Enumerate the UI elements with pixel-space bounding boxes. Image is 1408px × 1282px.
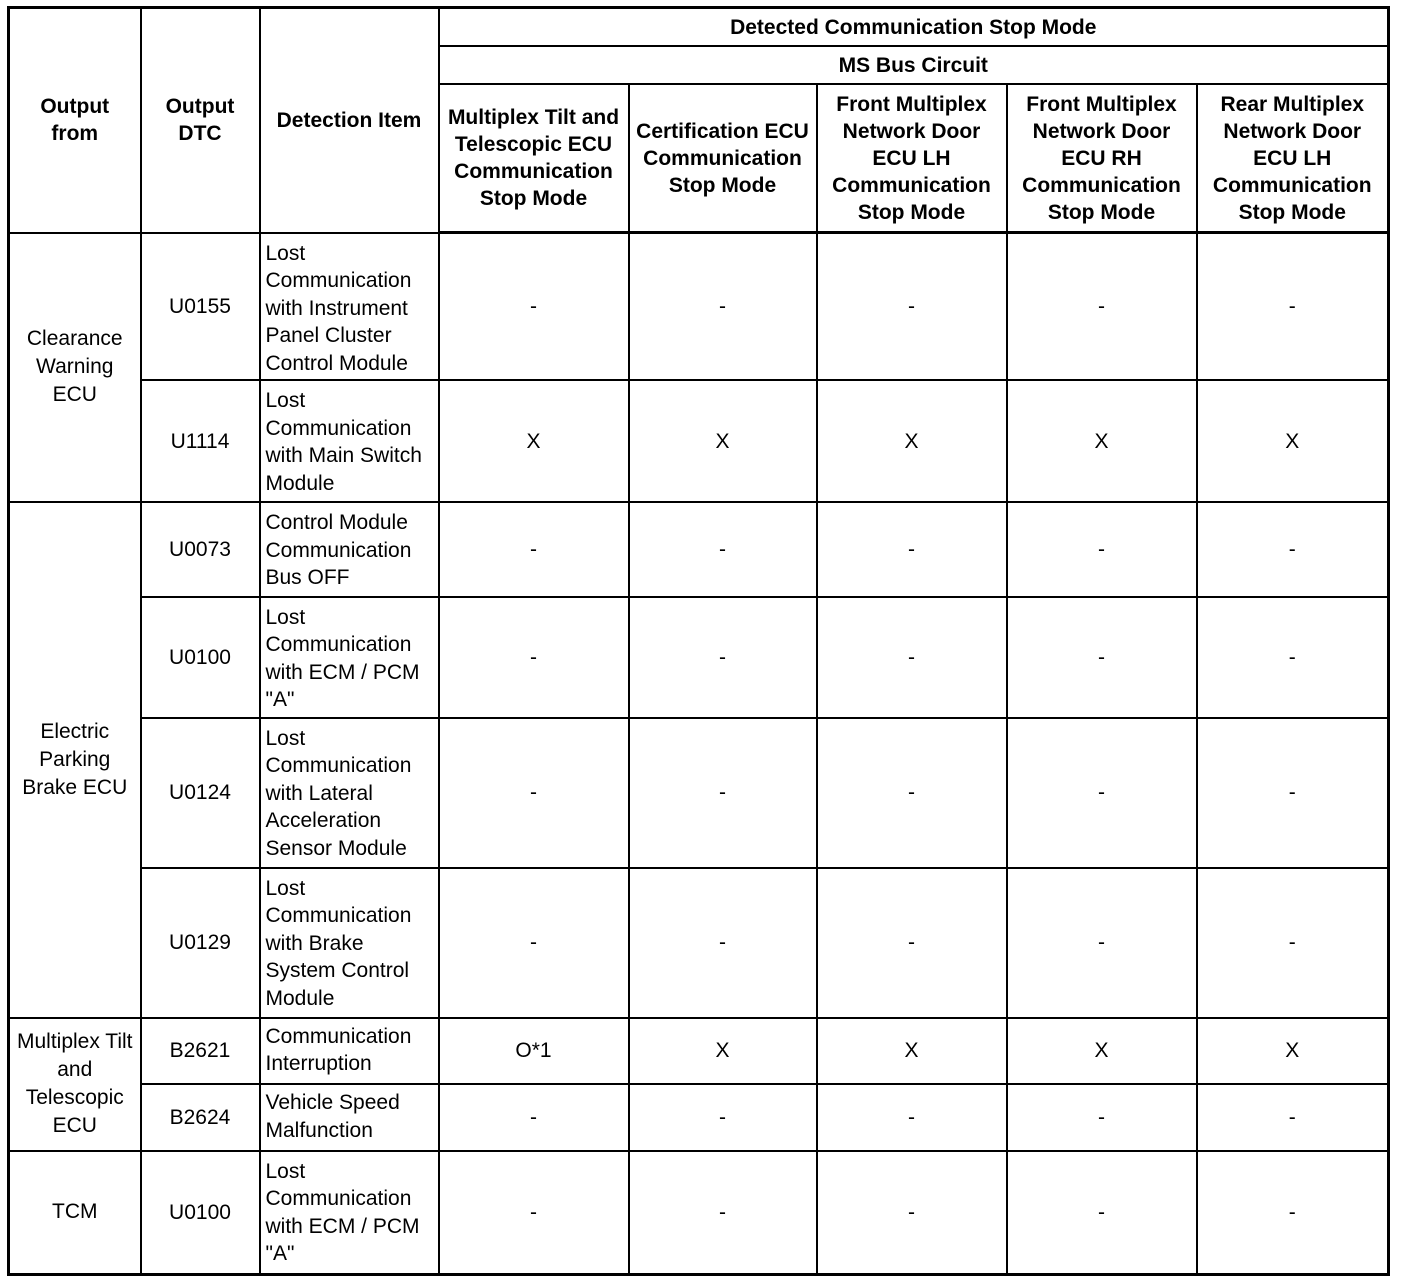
detection-item: Lost Communication with Instrument Panel Cluster Control Module [260, 233, 439, 381]
output-from-cell: Electric Parking Brake ECU [9, 502, 141, 1017]
mode-value: - [817, 868, 1007, 1018]
mode-value: - [817, 597, 1007, 718]
mode-value: - [817, 502, 1007, 597]
dtc-code: B2624 [141, 1084, 260, 1150]
mode-value: - [1197, 597, 1389, 718]
mode-value: X [817, 1018, 1007, 1084]
table-row [9, 1084, 1389, 1150]
detection-item: Lost Communication with ECM / PCM "A" [260, 597, 439, 718]
mode-value: - [629, 868, 817, 1018]
mode-value: - [629, 597, 817, 718]
header-mode-certification: Certification ECU Communication Stop Mode [629, 84, 817, 233]
dtc-code: U1114 [141, 380, 260, 502]
mode-value: - [1007, 868, 1197, 1018]
table-row [9, 380, 1389, 502]
mode-value: - [1197, 718, 1389, 868]
dtc-code: U0129 [141, 868, 260, 1018]
table-row [9, 233, 1389, 381]
output-from-cell: TCM [9, 1151, 141, 1275]
dtc-code: U0073 [141, 502, 260, 597]
mode-value: - [1197, 1151, 1389, 1275]
mode-value: X [1007, 1018, 1197, 1084]
mode-value: X [439, 380, 629, 502]
dtc-communication-table [7, 6, 1390, 1276]
mode-value: - [439, 502, 629, 597]
mode-value: - [817, 718, 1007, 868]
mode-value: - [629, 1151, 817, 1275]
table-row [9, 1018, 1389, 1084]
mode-value: X [817, 380, 1007, 502]
mode-value: - [1197, 1084, 1389, 1150]
mode-value: - [629, 233, 817, 381]
dtc-code: B2621 [141, 1018, 260, 1084]
header-mode-front-door-lh: Front Multiplex Network Door ECU LH Communication Stop Mode [817, 84, 1007, 233]
header-output-from: Output from [9, 8, 141, 233]
detection-item: Vehicle Speed Malfunction [260, 1084, 439, 1150]
mode-value: - [629, 718, 817, 868]
detection-item: Lost Communication with Main Switch Module [260, 380, 439, 502]
mode-value: X [629, 1018, 817, 1084]
mode-value: - [817, 1151, 1007, 1275]
output-from-cell: Multiplex Tilt and Telescopic ECU [9, 1018, 141, 1151]
detection-item: Lost Communication with Lateral Acceleration Sensor Module [260, 718, 439, 868]
mode-value: - [629, 1084, 817, 1150]
dtc-code: U0100 [141, 1151, 260, 1275]
mode-value: - [439, 868, 629, 1018]
table-row [9, 718, 1389, 868]
detection-item: Communication Interruption [260, 1018, 439, 1084]
mode-value: - [439, 597, 629, 718]
mode-value: - [1007, 502, 1197, 597]
table-row [9, 868, 1389, 1018]
mode-value: - [629, 502, 817, 597]
dtc-code: U0124 [141, 718, 260, 868]
mode-value: - [1007, 718, 1197, 868]
mode-value: - [439, 1151, 629, 1275]
mode-value: - [817, 233, 1007, 381]
header-bus-circuit: MS Bus Circuit [439, 46, 1389, 84]
mode-value: X [1197, 380, 1389, 502]
header-detection-item: Detection Item [260, 8, 439, 233]
mode-value: X [1197, 1018, 1389, 1084]
mode-value: - [817, 1084, 1007, 1150]
dtc-code: U0100 [141, 597, 260, 718]
mode-value: O*1 [439, 1018, 629, 1084]
table-row [9, 1151, 1389, 1275]
mode-value: X [629, 380, 817, 502]
mode-value: X [1007, 380, 1197, 502]
header-output-dtc: Output DTC [141, 8, 260, 233]
dtc-code: U0155 [141, 233, 260, 381]
detection-item: Lost Communication with Brake System Control Module [260, 868, 439, 1018]
header-mode-rear-door-lh: Rear Multiplex Network Door ECU LH Communication Stop Mode [1197, 84, 1389, 233]
table-row [9, 597, 1389, 718]
detection-item: Lost Communication with ECM / PCM "A" [260, 1151, 439, 1275]
mode-value: - [439, 718, 629, 868]
mode-value: - [1007, 1151, 1197, 1275]
mode-value: - [1197, 233, 1389, 381]
mode-value: - [1007, 597, 1197, 718]
header-mode-tilt-telescopic: Multiplex Tilt and Telescopic ECU Communication Stop Mode [439, 84, 629, 233]
table-row [9, 502, 1389, 597]
mode-value: - [439, 233, 629, 381]
mode-value: - [439, 1084, 629, 1150]
mode-value: - [1007, 233, 1197, 381]
mode-value: - [1197, 502, 1389, 597]
header-detected-mode: Detected Communication Stop Mode [439, 8, 1389, 47]
mode-value: - [1007, 1084, 1197, 1150]
output-from-cell: Clearance Warning ECU [9, 233, 141, 503]
header-mode-front-door-rh: Front Multiplex Network Door ECU RH Communication Stop Mode [1007, 84, 1197, 233]
detection-item: Control Module Communication Bus OFF [260, 502, 439, 597]
mode-value: - [1197, 868, 1389, 1018]
